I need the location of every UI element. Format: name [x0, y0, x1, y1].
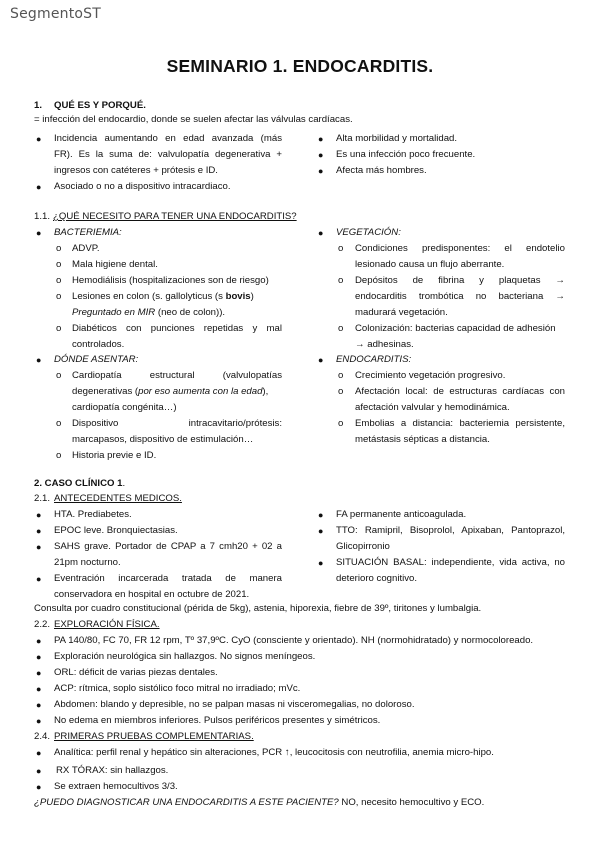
s21-heading: ANTECEDENTES MEDICOS.: [54, 493, 182, 504]
antecedente-3-line-1: SAHS grave. Portador de CPAP a 7 cmh20 + 02 a: [54, 541, 282, 552]
bact-item-diab-line-1: Diabéticos con punciones repetidas y mal: [72, 323, 282, 334]
bullet-icon: ●: [318, 355, 324, 365]
bullet-icon: ●: [318, 166, 324, 176]
donde-item-1-line-2: [72, 384, 268, 400]
diagnostic-question: [34, 795, 484, 811]
veg-item-1-line-2: lesionado causa un flujo aberrante.: [355, 259, 505, 270]
bact-item-3: Hemodiálisis (hospitalizaciones son de riesgo): [72, 275, 269, 286]
bullet-icon: ●: [36, 542, 42, 552]
bullet-icon: ●: [318, 134, 324, 144]
veg-item-3-line-2: → adhesinas.: [355, 339, 414, 350]
endo-item-1: Crecimiento vegetación progresivo.: [355, 370, 506, 381]
antecedente-3-line-2: 21pm nocturno.: [54, 557, 121, 568]
endo-item-2-line-1: Afectación local: de estructuras cardíacas con: [355, 386, 565, 397]
lesiones-bovis: bovis: [225, 291, 251, 302]
bullet-icon: ●: [36, 636, 42, 646]
bact-item-diab-line-2: controlados.: [72, 339, 125, 350]
circle-bullet-icon: o: [56, 323, 62, 334]
s1-left-1-line-3: ingresos con catéteres + prótesis e ID.: [54, 165, 218, 176]
antecedente-5: FA permanente anticoagulada.: [336, 509, 467, 520]
bullet-icon: ●: [36, 510, 42, 520]
section-2-dot: .: [122, 478, 126, 489]
bullet-icon: ●: [36, 782, 42, 792]
prueba-2: RX TÓRAX: sin hallazgos.: [56, 765, 169, 776]
donde-item-2-line-1: Dispositivo intracavitario/prótesis:: [72, 418, 282, 429]
circle-bullet-icon: o: [56, 275, 62, 286]
donde-item-1-line-3: cardiopatía congénita…): [72, 402, 177, 413]
circle-bullet-icon: o: [56, 450, 62, 461]
bullet-icon: ●: [36, 228, 42, 238]
bullet-icon: ●: [318, 150, 324, 160]
bullet-icon: ●: [318, 510, 324, 520]
exploracion-6: No edema en miembros inferiores. Pulsos periféricos presentes y simétricos.: [54, 715, 381, 726]
donde-asentar-label: DÓNDE ASENTAR:: [54, 354, 139, 365]
bullet-icon: ●: [36, 355, 42, 365]
antecedente-4-line-2: conservadora en hospital en octubre de 2021.: [54, 589, 250, 600]
page-title: SEMINARIO 1. ENDOCARDITIS.: [166, 56, 434, 76]
exploracion-2: Exploración neurológica sin hallazgos. No signos meníngeos.: [54, 651, 316, 662]
s11-heading: ¿QUÉ NECESITO PARA TENER UNA ENDOCARDITIS?: [53, 211, 297, 222]
bullet-icon: ●: [36, 748, 42, 758]
s11-number: 1.1.: [34, 211, 51, 222]
s1-right-2: Es una infección poco frecuente.: [336, 149, 476, 160]
veg-item-1-line-1: Condiciones predisponentes: el endotelio: [355, 243, 565, 254]
cardio-close: ),: [262, 386, 269, 397]
circle-bullet-icon: o: [338, 386, 344, 397]
bullet-icon: ●: [36, 652, 42, 662]
antecedente-4-line-1: Eventración incarcerada tratada de manera: [54, 573, 282, 584]
circle-bullet-icon: o: [56, 418, 62, 429]
exploracion-5: Abdomen: blando y depresible, no se palpan masas ni visceromegalias, no doloroso.: [54, 699, 415, 710]
endo-item-3-line-2: metástasis sépticas a distancia.: [355, 434, 490, 445]
bact-item-lesiones-line-2: [72, 305, 225, 321]
veg-item-2-line-2: endocarditis trombótica no bacteriana →: [355, 291, 565, 302]
consulta-text: Consulta por cuadro constitucional (périda de 5kg), astenia, hiporexia, fiebre de 39º, tiritones y lumbalgia.: [34, 603, 482, 614]
donde-item-1-line-1: Cardiopatía estructural (valvulopatías: [72, 370, 282, 381]
bullet-icon: ●: [36, 526, 42, 536]
bullet-icon: ●: [36, 684, 42, 694]
exploracion-4: ACP: rítmica, soplo sistólico foco mitral no irradiado; mVc.: [54, 683, 301, 694]
bullet-icon: ●: [36, 716, 42, 726]
bullet-icon: ●: [36, 766, 42, 776]
circle-bullet-icon: o: [338, 418, 344, 429]
bullet-icon: ●: [318, 526, 324, 536]
bullet-icon: ●: [36, 574, 42, 584]
s1-left-2: Asociado o no a dispositivo intracardiaco.: [54, 181, 231, 192]
veg-item-2-line-1: Depósitos de fibrina y plaquetas →: [355, 275, 565, 286]
bact-item-1: ADVP.: [72, 243, 100, 254]
bullet-icon: ●: [36, 700, 42, 710]
question-text: ¿PUEDO DIAGNOSTICAR UNA ENDOCARDITIS A ESTE PACIENTE?: [34, 797, 339, 808]
antecedente-7-line-2: deterioro cognitivo.: [336, 573, 418, 584]
bullet-icon: ●: [318, 558, 324, 568]
circle-bullet-icon: o: [56, 243, 62, 254]
endo-item-2-line-2: afectación valvular y hemodinámica.: [355, 402, 510, 413]
section-1-number: 1.: [34, 100, 43, 111]
exploracion-1: PA 140/80, FC 70, FR 12 rpm, Tº 37,9ºC. CyO (consciente y orientado). NH (normohidratado) y normocoloreado.: [54, 635, 534, 646]
circle-bullet-icon: o: [338, 243, 344, 254]
circle-bullet-icon: o: [56, 291, 62, 302]
exploracion-3: ORL: déficit de varias piezas dentales.: [54, 667, 218, 678]
mir-note: Preguntado en MIR: [72, 307, 156, 318]
circle-bullet-icon: o: [56, 259, 62, 270]
prueba-1: Analítica: perfil renal y hepático sin alteraciones, PCR ↑, leucocitosis con neutrofilia, anemia micro-hipo.: [54, 747, 494, 758]
s1-left-1-line-1: Incidencia aumentando en edad avanzada (más: [54, 133, 282, 144]
section-2-title: 2. CASO CLÍNICO 1: [34, 478, 123, 489]
lesiones-neo: (neo de colon)).: [155, 307, 226, 318]
watermark-logo: SegmentoST: [10, 6, 102, 22]
s1-right-1: Alta morbilidad y mortalidad.: [336, 133, 458, 144]
bullet-icon: ●: [36, 134, 42, 144]
antecedente-6-line-1: TTO: Ramipril, Bisoprolol, Apixaban, Pantoprazol,: [336, 525, 565, 536]
bact-item-lesiones: [72, 289, 254, 305]
s1-right-3: Afecta más hombres.: [336, 165, 427, 176]
section-1-heading: QUÉ ES Y PORQUÉ.: [54, 100, 146, 111]
circle-bullet-icon: o: [338, 323, 344, 334]
bacteriemia-label: BACTERIEMIA:: [54, 227, 122, 238]
donde-item-3: Historia previe e ID.: [72, 450, 157, 461]
circle-bullet-icon: o: [56, 370, 62, 381]
s24-heading: PRIMERAS PRUEBAS COMPLEMENTARIAS.: [54, 731, 254, 742]
s22-number: 2.2.: [34, 619, 51, 630]
prueba-3: Se extraen hemocultivos 3/3.: [54, 781, 178, 792]
circle-bullet-icon: o: [338, 370, 344, 381]
bullet-icon: ●: [36, 668, 42, 678]
section-1-definition: = infección del endocardio, donde se suelen afectar las válvulas cardíacas.: [34, 114, 353, 125]
bact-item-2: Mala higiene dental.: [72, 259, 158, 270]
vegetacion-label: VEGETACIÓN:: [336, 227, 401, 238]
circle-bullet-icon: o: [338, 275, 344, 286]
donde-item-2-line-2: marcapasos, dispositivo de estimulación…: [72, 434, 254, 445]
antecedente-7-line-1: SITUACIÓN BASAL: independiente, vida activa, no: [336, 557, 565, 568]
endo-item-3-line-1: Embolias a distancia: bacteriemia persistente,: [355, 418, 565, 429]
endocarditis-label: ENDOCARDITIS:: [336, 354, 412, 365]
question-answer: NO, necesito hemocultivo y ECO.: [338, 797, 485, 808]
veg-item-3-line-1: Colonización: bacterias capacidad de adhesión: [355, 323, 556, 334]
s21-number: 2.1.: [34, 493, 51, 504]
antecedente-2: EPOC leve. Bronquiectasias.: [54, 525, 178, 536]
antecedente-1: HTA. Prediabetes.: [54, 509, 132, 520]
bullet-icon: ●: [36, 182, 42, 192]
s22-heading: EXPLORACIÓN FÍSICA.: [54, 619, 160, 630]
s24-number: 2.4.: [34, 731, 51, 742]
cardio-deg: degenerativas (: [72, 386, 139, 397]
veg-item-2-line-3: madurará vegetación.: [355, 307, 448, 318]
cardio-edad: por eso aumenta con la edad: [138, 386, 263, 397]
lesiones-close: ): [250, 291, 254, 302]
lesiones-text: Lesiones en colon (s. gallolyticus (s: [72, 291, 226, 302]
antecedente-6-line-2: Glicopirronio: [336, 541, 390, 552]
bullet-icon: ●: [318, 228, 324, 238]
section-2-heading: [34, 476, 125, 492]
s1-left-1-line-2: FR). Es la suma de: valvulopatía degenerativa +: [54, 149, 282, 160]
